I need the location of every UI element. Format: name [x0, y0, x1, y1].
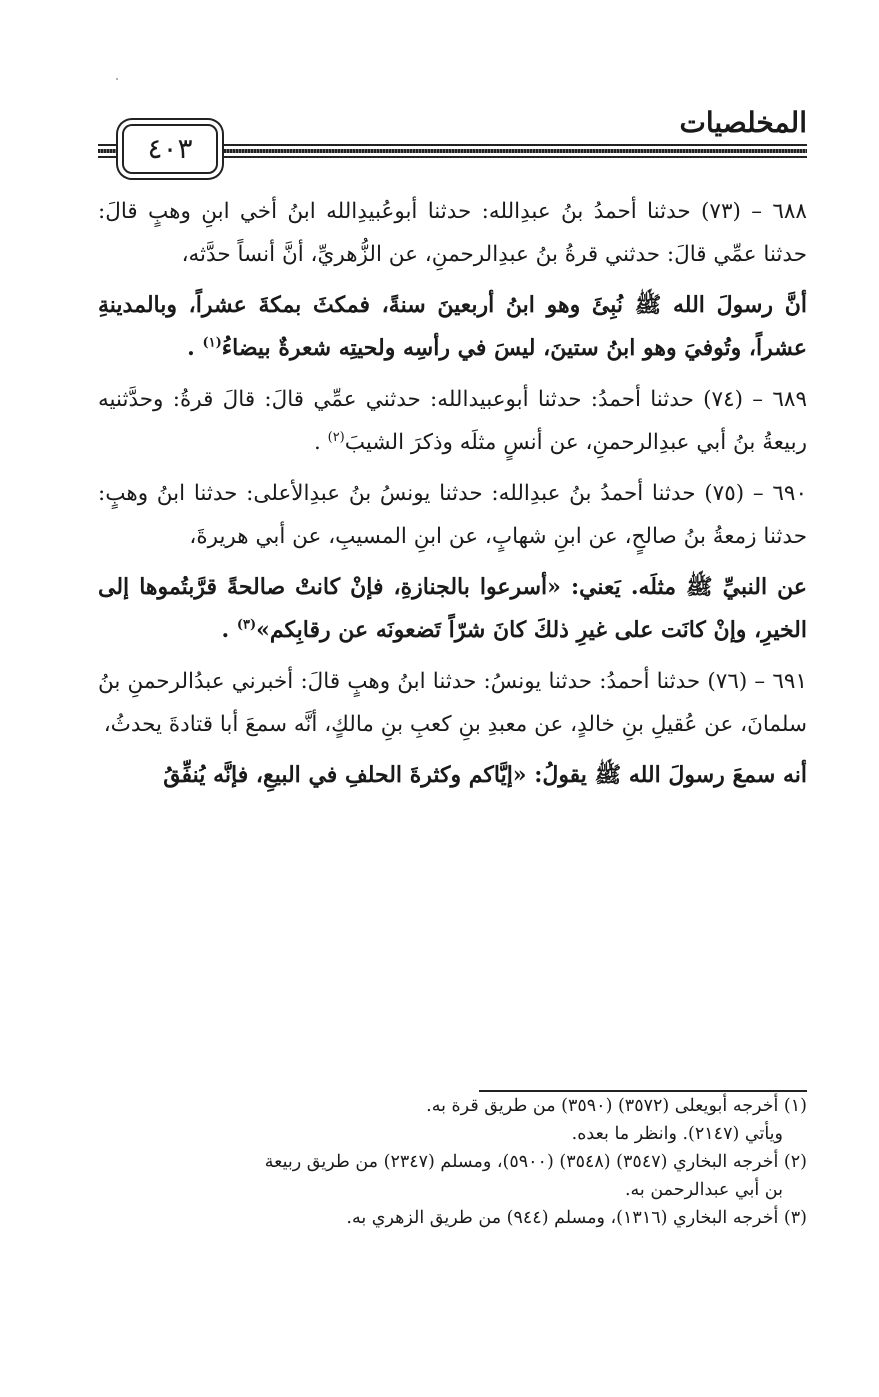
paragraph-text: ٦٨٩ – (٧٤) حدثنا أحمدُ: حدثنا أبوعبيدالله: حدثني عمِّي قالَ: قالَ قرةُ: وحدَّثنيه ربيعةُ بنُ أبي عبدِالرحمنِ، عن أنسٍ مثلَه وذكرَ الشيبَ [98, 387, 807, 455]
paragraph-text: ٦٨٨ – (٧٣) حدثنا أحمدُ بنُ عبدِالله: حدثنا أبوعُبيدِالله ابنُ أخي ابنِ وهبٍ قالَ: حدثنا عمِّي قالَ: حدثني قرةُ بنُ عبدِالرحمنِ، عن الزُّهريِّ، أنَّ أنساً حدَّثه، [98, 199, 807, 267]
footnote-marker[interactable]: (٣) [236, 617, 257, 633]
footnote-line: بن أبي عبدالرحمن به. [624, 1180, 783, 1200]
isnad-paragraph [98, 190, 807, 276]
footnote-marker[interactable]: (٢) [327, 429, 345, 445]
page-number-frame [122, 124, 218, 174]
hadith-text [98, 566, 807, 652]
paragraph-text: عن النبيِّ ﷺ مثلَه. يَعني: «أسرعوا بالجنازةِ، فإنْ كانتْ صالحةً قرَّبتُموها إلى الخيرِ، وإنْ كانَت على غيرِ ذلكَ كانَ شرّاً تَضعونَه عن رقابِكم» [98, 574, 807, 643]
paragraph-end-mark: . [221, 617, 237, 643]
paragraph-text: أنه سمعَ رسولَ الله ﷺ يقولُ: «إيَّاكم وكثرةَ الحلفِ في البيعِ، فإنَّه يُنفِّقُ [163, 762, 807, 788]
paragraph-text: أنَّ رسولَ الله ﷺ نُبِئَ وهو ابنُ أربعينَ سنةً، فمكثَ بمكةَ عشراً، وبالمدينةِ عشراً، وتُوفيَ وهو ابنُ ستينَ، ليسَ في رأسِه ولحيتِه شعرةٌ بيضاءُ [98, 292, 807, 361]
footnotes [98, 1092, 807, 1232]
paragraph-end-mark: . [313, 430, 328, 455]
paragraph-end-mark: . [187, 335, 203, 361]
page-number: ٤٠٣ [147, 132, 193, 165]
isnad-paragraph [98, 472, 807, 558]
isnad-paragraph [98, 378, 807, 464]
main-text [98, 190, 807, 797]
footnote-line: ويأتي (٢١٤٧). وانظر ما بعده. [571, 1124, 783, 1144]
footnote-line: (٢) أخرجه البخاري (٣٥٤٧) (٣٥٤٨) (٥٩٠٠)، ومسلم (٢٣٤٧) من طريق ربيعة [264, 1152, 807, 1172]
footnote-marker[interactable]: (١) [202, 335, 222, 351]
footnote-line: (١) أخرجه أبويعلى (٣٥٧٢) (٣٥٩٠) من طريق قرة به. [426, 1096, 807, 1116]
isnad-paragraph [98, 660, 807, 746]
footnote-line: (٣) أخرجه البخاري (١٣١٦)، ومسلم (٩٤٤) من طريق الزهري به. [346, 1208, 807, 1228]
paragraph-text: ٦٩٠ – (٧٥) حدثنا أحمدُ بنُ عبدِالله: حدثنا يونسُ بنُ عبدِالأعلى: حدثنا ابنُ وهبٍ: حدثنا زمعةُ بنُ صالحٍ، عن ابنِ شهابٍ، عن ابنِ المسيبِ، عن أبي هريرةَ، [98, 481, 808, 549]
paragraph-text: ٦٩١ – (٧٦) حدثنا أحمدُ: حدثنا يونسُ: حدثنا ابنُ وهبٍ قالَ: أخبرني عبدُالرحمنِ بنُ سلمانَ، عن عُقيلِ بنِ خالدٍ، عن معبدِ بنِ كعبِ بنِ مالكٍ، أنَّه سمعَ أبا قتادةَ يحدثُ، [98, 669, 808, 737]
hadith-text [98, 754, 807, 797]
hadith-text [98, 284, 807, 370]
running-header-title: المخلصيات [679, 106, 807, 139]
scan-speck [116, 78, 118, 80]
